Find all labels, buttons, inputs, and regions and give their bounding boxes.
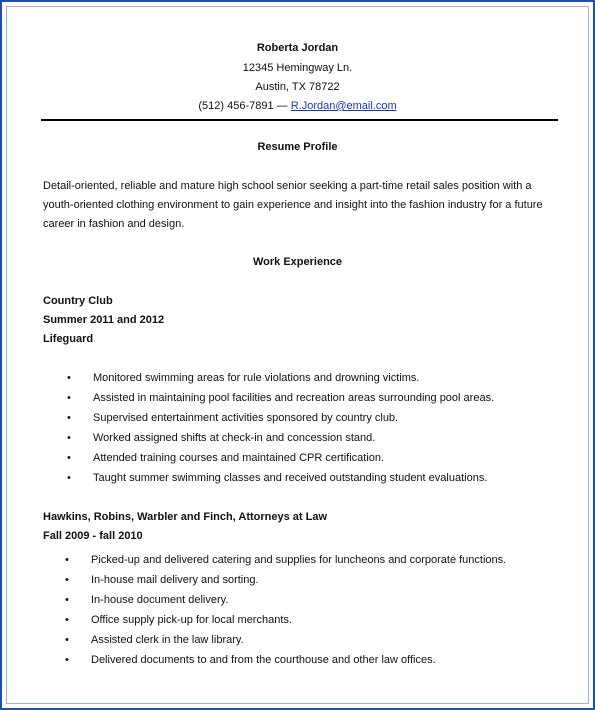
list-item	[67, 411, 547, 431]
contact-line	[0, 99, 595, 113]
duty-text: Attended training courses and maintained CPR certification.	[93, 452, 385, 464]
list-item	[65, 553, 545, 573]
duty-text: In-house document delivery.	[91, 594, 229, 606]
job-2-dates: Fall 2009 - fall 2010	[43, 530, 143, 542]
profile-text: Detail-oriented, reliable and mature high school senior seeking a part-time retail sales position with a youth-oriented clothing environment to gain experience and insight into the fashion industry for a future career in fashion and design.	[43, 180, 543, 230]
bullet-icon: •	[65, 634, 69, 646]
duty-text: In-house mail delivery and sorting.	[91, 574, 259, 586]
duty-text: Assisted clerk in the law library.	[91, 634, 244, 646]
bullet-icon: •	[67, 412, 71, 424]
list-item	[67, 451, 547, 471]
profile-heading: Resume Profile	[257, 141, 338, 153]
job-1-role: Lifeguard	[43, 333, 94, 345]
duty-text: Delivered documents to and from the courthouse and other law offices.	[91, 654, 436, 666]
duty-text: Worked assigned shifts at check-in and concession stand.	[93, 432, 376, 444]
list-item	[67, 431, 547, 451]
address-line-2: Austin, TX 78722	[255, 81, 340, 93]
job-1-duties	[67, 371, 547, 491]
list-item	[65, 613, 545, 633]
duty-text: Monitored swimming areas for rule violations and drowning victims.	[93, 372, 420, 384]
bullet-icon: •	[65, 554, 69, 566]
bullet-icon: •	[65, 574, 69, 586]
duty-text: Office supply pick-up for local merchants.	[91, 614, 292, 626]
list-item	[67, 471, 547, 491]
bullet-icon: •	[67, 432, 71, 444]
list-item	[67, 391, 547, 411]
bullet-icon: •	[67, 452, 71, 464]
list-item	[65, 653, 545, 673]
bullet-icon: •	[65, 654, 69, 666]
bullet-icon: •	[67, 372, 71, 384]
candidate-name: Roberta Jordan	[256, 42, 339, 54]
job-1-employer: Country Club	[43, 295, 113, 307]
address-line-1: 12345 Hemingway Ln.	[242, 62, 353, 74]
phone-number: (512) 456-7891 —	[198, 100, 288, 112]
job-1-dates: Summer 2011 and 2012	[43, 314, 165, 326]
email-link[interactable]: R.Jordan@email.com	[290, 100, 397, 112]
bullet-icon: •	[67, 392, 71, 404]
duty-text: Supervised entertainment activities sponsored by country club.	[93, 412, 399, 424]
job-2-employer: Hawkins, Robins, Warbler and Finch, Attorneys at Law	[43, 511, 328, 523]
list-item	[65, 633, 545, 653]
list-item	[65, 573, 545, 593]
list-item	[67, 371, 547, 391]
work-experience-heading: Work Experience	[252, 256, 343, 268]
duty-text: Picked-up and delivered catering and supplies for luncheons and corporate functions.	[91, 554, 507, 566]
header-divider	[41, 119, 558, 121]
bullet-icon: •	[65, 594, 69, 606]
duty-text: Assisted in maintaining pool facilities and recreation areas surrounding pool areas.	[93, 392, 495, 404]
bullet-icon: •	[65, 614, 69, 626]
bullet-icon: •	[67, 472, 71, 484]
list-item	[65, 593, 545, 613]
duty-text: Taught summer swimming classes and received outstanding student evaluations.	[93, 472, 488, 484]
job-2-duties	[65, 553, 545, 673]
